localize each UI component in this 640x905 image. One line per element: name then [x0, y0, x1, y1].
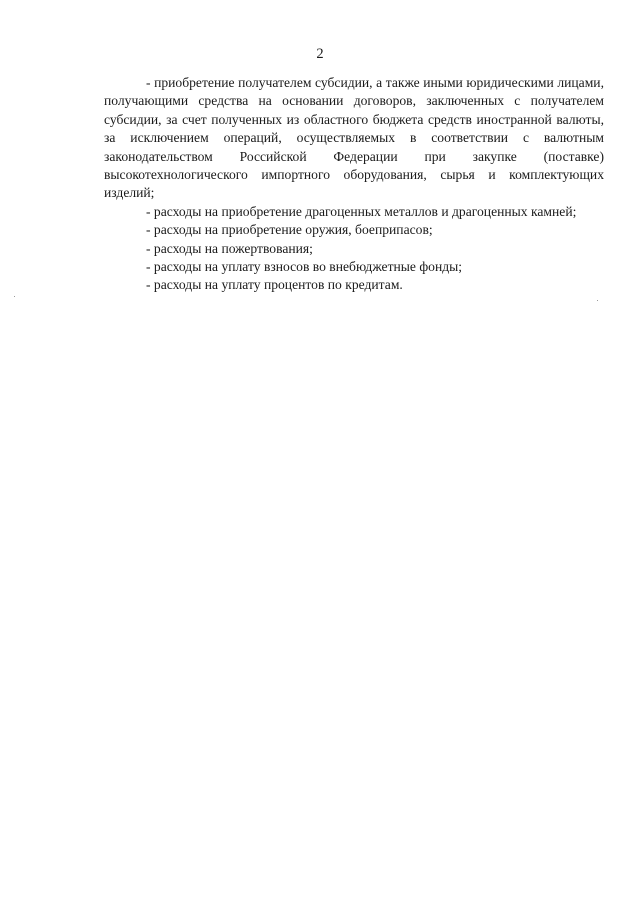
list-item: - расходы на уплату процентов по кредитам. [146, 277, 403, 293]
document-body [104, 74, 604, 295]
expense-list [104, 203, 604, 295]
scan-speck [597, 300, 598, 301]
list-item: - расходы на уплату взносов во внебюджетные фонды; [146, 259, 463, 275]
list-item: - расходы на приобретение оружия, боеприпасов; [146, 222, 433, 238]
page-number: 2 [316, 46, 324, 62]
paragraph-currency-acquisition: - приобретение получателем субсидии, а также иными юридическими лицами, получающими средства на основании договоров, заключенных с получателем субсидии, за счет полученных из областного бюджета средств иностранной валюты, за исключением операций, осуществляемых в соответствии с валютным законодательством Российской Федерации при закупке (поставке) высокотехнологического импортного оборудования, сырья и комплектующих изделий; [104, 75, 604, 201]
scan-speck [14, 296, 15, 297]
list-item: - расходы на приобретение драгоценных металлов и драгоценных камней; [146, 203, 577, 219]
list-item: - расходы на пожертвования; [146, 240, 313, 256]
